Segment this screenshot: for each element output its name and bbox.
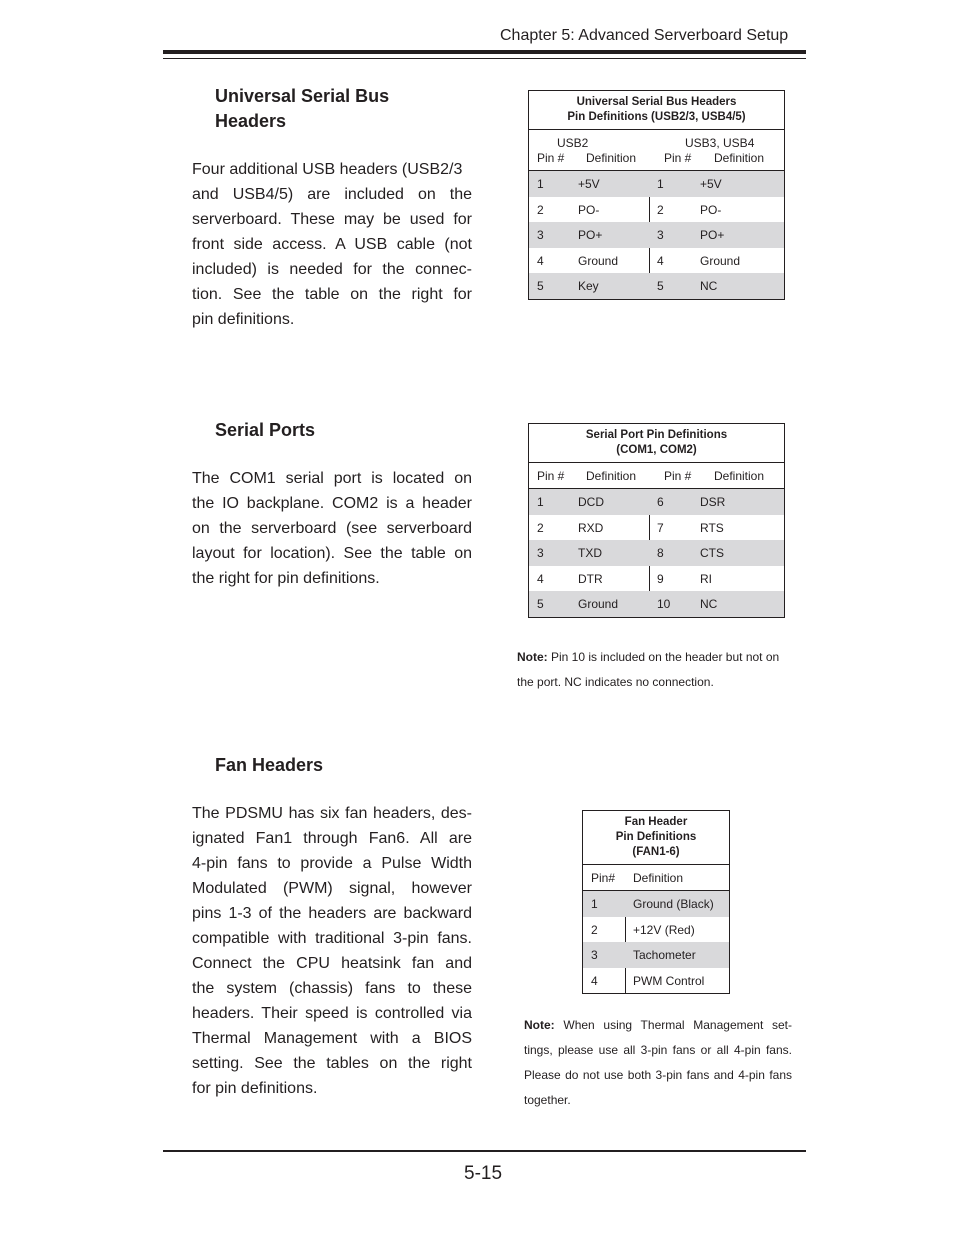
table-title: Universal Serial Bus Headers Pin Definitions (USB2/3, USB4/5) [529,91,784,130]
table-row: 2 PO- 2 PO- [537,202,722,217]
serial-body: The COM1 serial port is located on the IO backplane. COM2 is a header on the serverboard (see serverboard layout for location). See the table on the right for pin definitions. [192,470,472,587]
serial-note: Note: Pin 10 is included on the header but not on the port. NC indicates no connection. [517,650,780,689]
usb-heading: Universal Serial Bus Headers [215,86,390,131]
table-row: 5 Key 5 NC [529,273,784,299]
table-title: Serial Port Pin Definitions (COM1, COM2) [529,424,784,463]
fan-pin-table [582,810,730,994]
table-row: 3 Tachometer [583,942,729,968]
table-header: USB2 USB3, USB4 Pin # Definition Pin # Definition [529,130,784,171]
table-row: 3 PO+ 3 PO+ [529,222,784,248]
table-row: 1 Ground (Black) [583,891,729,917]
fan-body: The PDSMU has six fan headers, des- ignated Fan1 through Fan6. All are 4-pin fans to provide a Pulse Width Modulated (PWM) signal, however pins 1-3 of the headers are backward compatible with traditional 3-pin fans. Connect the CPU heatsink fan and the system (chassis) fans to these headers. Their speed is controlled via Thermal Management with a BIOS setting. See the tables on the right for pin definitions. [192,805,472,1097]
footer-rule [163,1150,806,1152]
usb-pin-table [528,90,785,300]
table-header: Pin# Definition [583,865,729,891]
header-rule [163,50,806,54]
fan-note: Note: When using Thermal Management set- tings, please use all 3-pin fans or all 4-pin fans. Please do not use both 3-pin fans and 4-pin fans together. [524,1018,792,1107]
usb-body: Four additional USB headers (USB2/3 and USB4/5) are included on the serverboard. These may be used for front side access. A USB cable (not included) is needed for the connec- tion. See the table on the right for pin definitions. [192,161,472,328]
header-rule-thin [163,58,806,59]
table-row: 2 +12V (Red) [591,922,695,937]
serial-pin-table [528,423,785,618]
table-row: 1 DCD 6 DSR [529,489,784,515]
serial-heading: Serial Ports [215,420,316,440]
table-row: 4 Ground 4 Ground [537,253,741,268]
fan-heading: Fan Headers [215,755,324,775]
table-row: 5 Ground 10 NC [529,591,784,617]
table-title: Fan Header Pin Definitions (FAN1-6) [583,811,729,865]
table-row: 2 RXD 7 RTS [537,520,724,535]
table-body [583,891,729,993]
chapter-title: Chapter 5: Advanced Serverboard Setup [500,27,789,44]
table-header: Pin # Definition Pin # Definition [529,463,784,489]
table-row: 4 PWM Control [591,973,705,988]
table-row: 4 DTR 9 RI [537,571,712,586]
page-number: 5-15 [464,1163,503,1184]
table-row: 3 TXD 8 CTS [529,540,784,566]
table-row: 1 +5V 1 +5V [529,171,784,197]
table-body [529,171,784,299]
table-body [529,489,784,617]
